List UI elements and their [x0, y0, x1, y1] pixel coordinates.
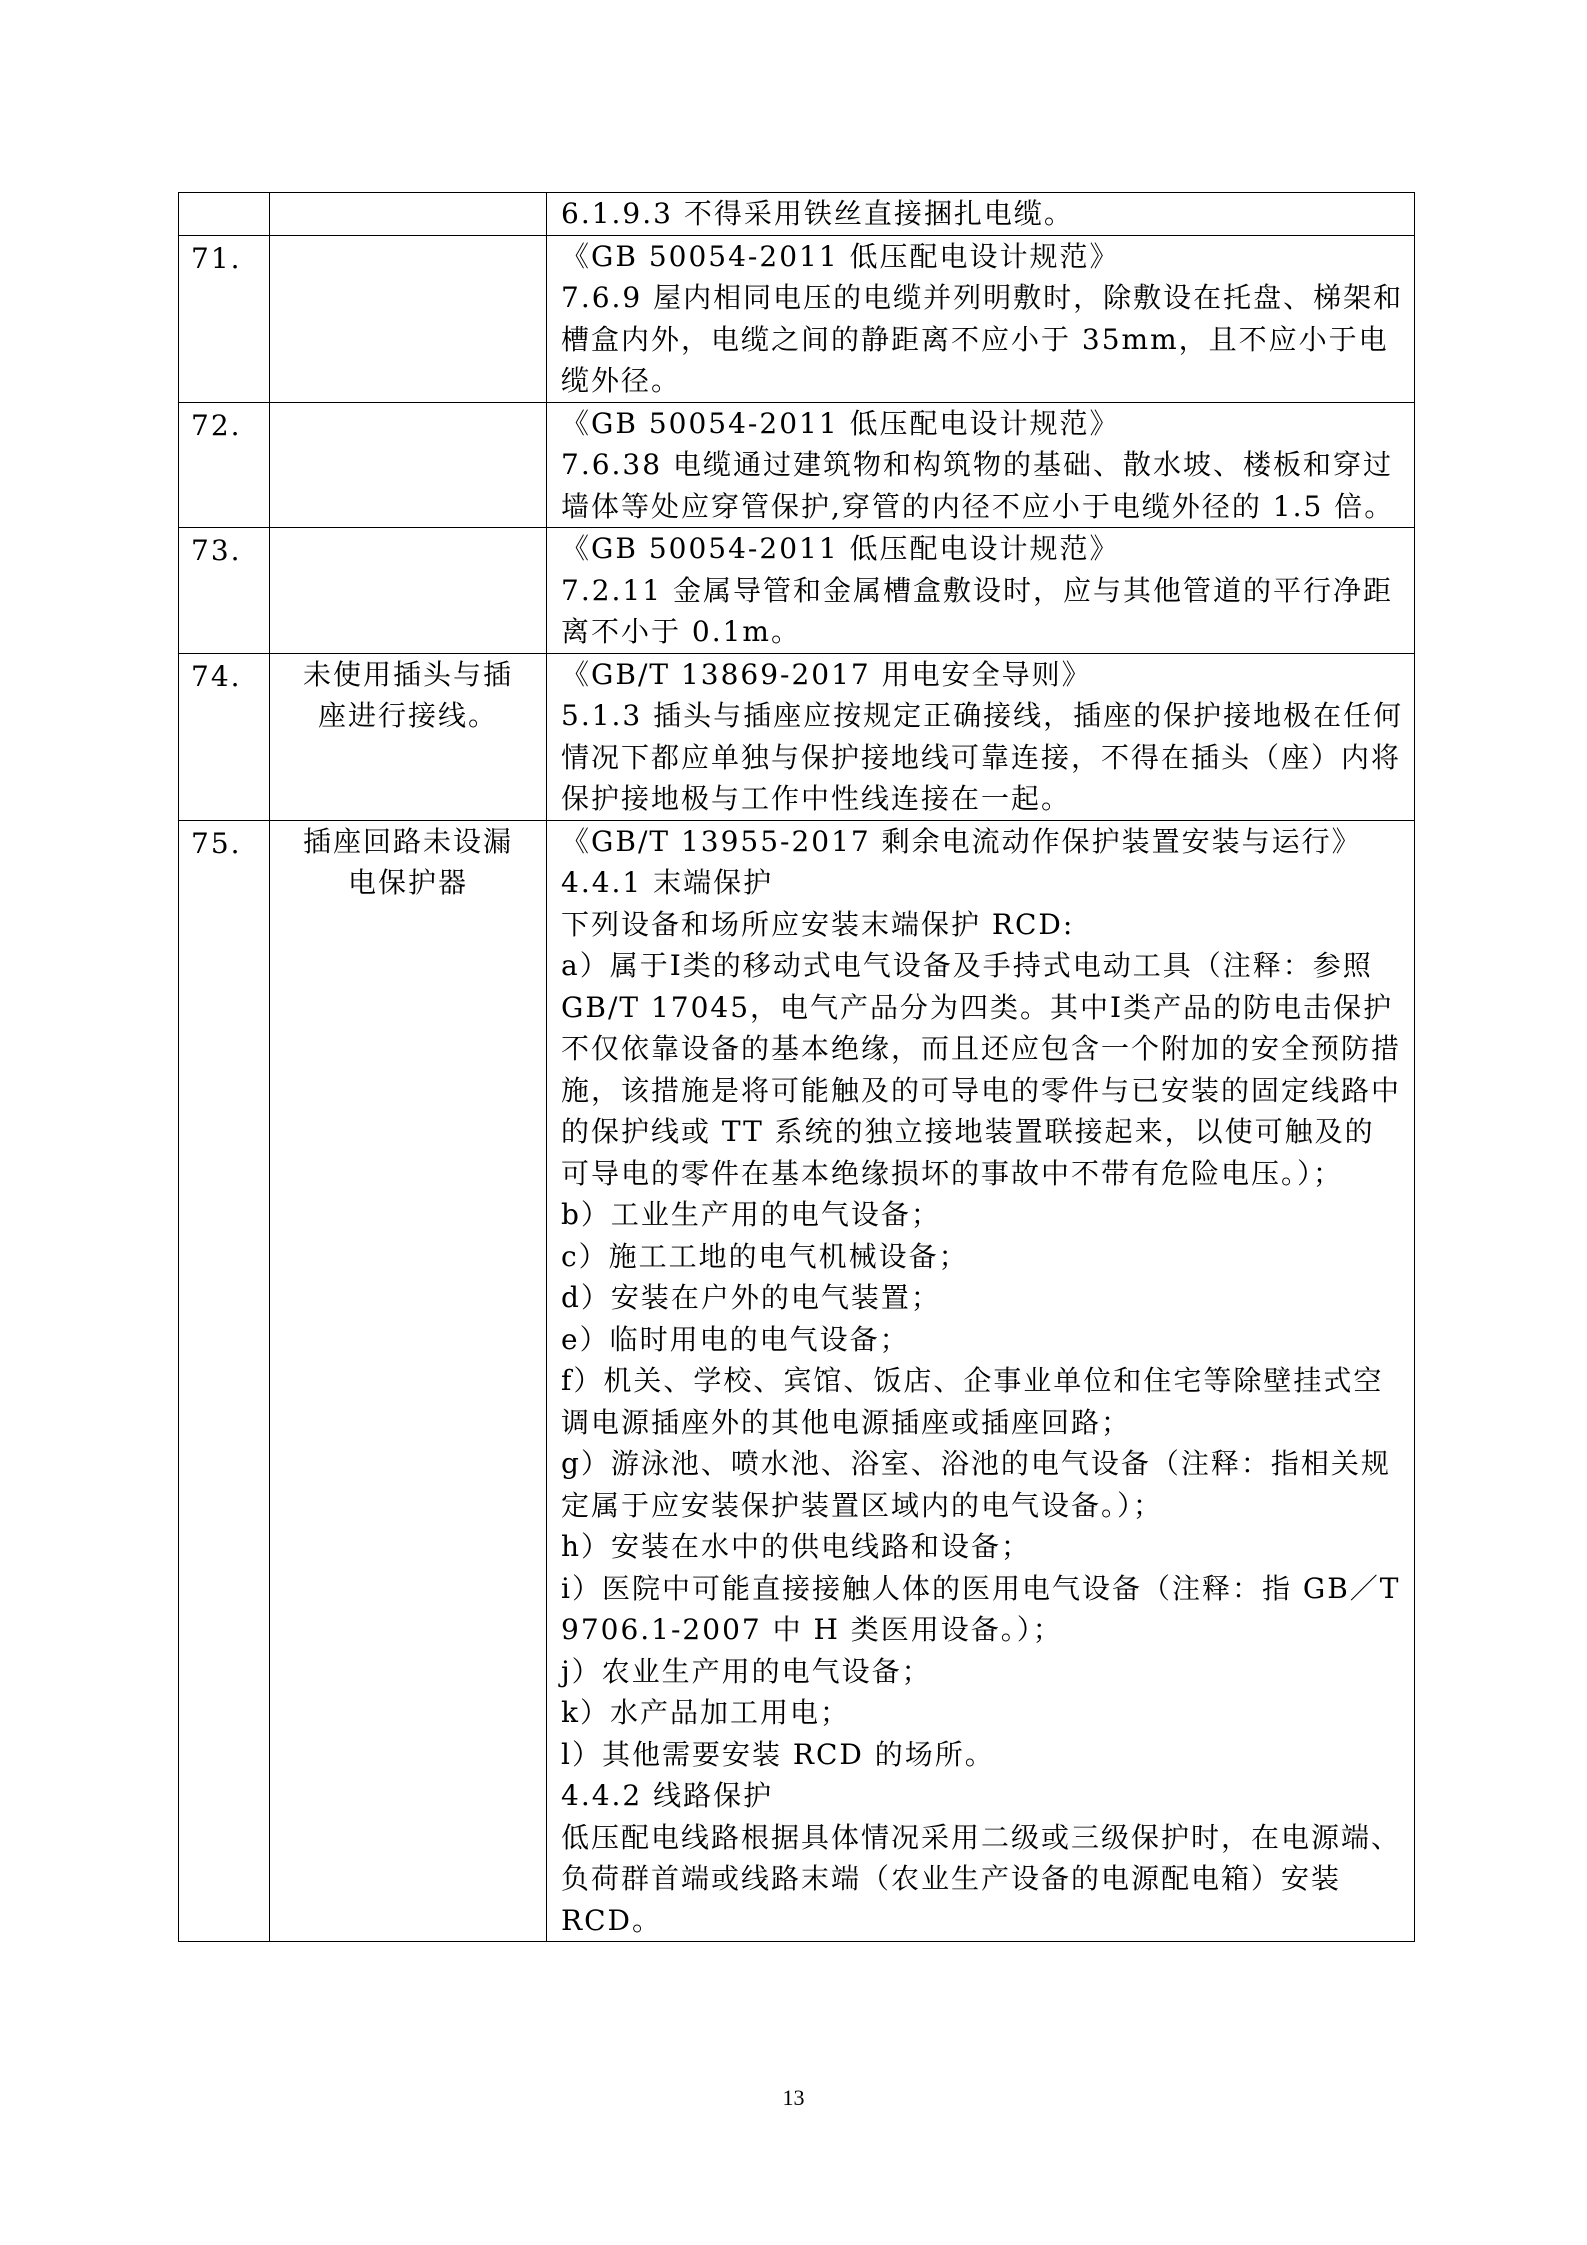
issue-text: 插座回路未设漏 [302, 824, 513, 858]
list-item: h）安装在水中的供电线路和设备； [561, 1530, 1032, 1563]
standard-title: 《GB 50054-2011 低压配电设计规范》 [561, 532, 1120, 565]
content-cell [547, 235, 1415, 402]
issue-cell [270, 653, 547, 820]
clause-text: 7.6.38 电缆通过建筑物和构筑物的基础、散水坡、楼板和穿过墙体等处应穿管保护,穿管的内径不应小于电缆外径的 1.5 倍。 [561, 448, 1395, 523]
clause-text: 5.1.3 插头与插座应按规定正确接线，插座的保护接地极在任何情况下都应单独与保护接地线可靠连接，不得在插头（座）内将保护接地极与工作中性线连接在一起。 [561, 699, 1404, 815]
issue-cell [270, 402, 547, 528]
content-cell [547, 653, 1415, 820]
standards-table [178, 192, 1415, 1942]
list-item: c）施工工地的电气机械设备； [561, 1239, 969, 1273]
issue-cell [270, 528, 547, 654]
clause-text: 下列设备和场所应安装末端保护 RCD: [561, 907, 1075, 941]
content-cell [547, 193, 1415, 236]
row-number: 73. [179, 528, 270, 654]
list-item: l）其他需要安装 RCD 的场所。 [561, 1737, 995, 1771]
content-cell [547, 528, 1415, 654]
table-row [179, 235, 1415, 402]
clause-text: 7.2.11 金属导管和金属槽盒敷设时，应与其他管道的平行净距离不小于 0.1m。 [561, 573, 1393, 648]
standard-title: 《GB/T 13869-2017 用电安全导则》 [561, 657, 1092, 691]
standard-title: 《GB/T 13955-2017 剩余电流动作保护装置安装与运行》 [561, 824, 1362, 858]
clause-heading: 4.4.1 末端保护 [561, 866, 774, 899]
list-item: g）游泳池、喷水池、浴室、浴池的电气设备（注释：指相关规定属于应安装保护装置区域内的电气设备。）； [561, 1447, 1391, 1522]
issue-text: 电保护器 [347, 866, 468, 899]
row-number: 74. [179, 653, 270, 820]
list-item: f）机关、学校、宾馆、饭店、企事业单位和住宅等除壁挂式空调电源插座外的其他电源插座或插座回路； [561, 1364, 1384, 1439]
row-number [179, 193, 270, 236]
clause-text: 6.1.9.3 不得采用铁丝直接捆扎电缆。 [561, 197, 1074, 230]
clause-text: 7.6.9 屋内相同电压的电缆并列明敷时，除敷设在托盘、梯架和槽盒内外，电缆之间的静距离不应小于 35mm，且不应小于电缆外径。 [561, 281, 1404, 397]
list-item: a）属于Ⅰ类的移动式电气设备及手持式电动工具（注释：参照 GB/T 17045，电气产品分为四类。其中Ⅰ类产品的防电击保护不仅依靠设备的基本绝缘，而且还应包含一个附加的安全预防措施，该措施是将可能触及的可导电的零件与已安装的固定线路中的保护线或 TT 系统的独立接地装置联接起来，以使可触及的可导电的零件在基本绝缘损坏的事故中不带有危险电压。）； [561, 949, 1402, 1190]
table-row [179, 402, 1415, 528]
table-row [179, 653, 1415, 820]
list-item: d）安装在户外的电气装置； [561, 1281, 941, 1314]
standard-title: 《GB 50054-2011 低压配电设计规范》 [561, 406, 1120, 440]
issue-cell [270, 193, 547, 236]
list-item: e）临时用电的电气设备； [561, 1322, 910, 1356]
content-cell [547, 820, 1415, 1942]
list-item: j）农业生产用的电气设备； [561, 1654, 932, 1688]
row-number: 71. [179, 235, 270, 402]
clause-text: 低压配电线路根据具体情况采用二级或三级保护时，在电源端、负荷群首端或线路末端（农业生产设备的电源配电箱）安装 RCD。 [561, 1820, 1402, 1937]
page-number: 13 [782, 2085, 805, 2110]
issue-text: 未使用插头与插 [302, 657, 513, 691]
clause-heading: 4.4.2 线路保护 [561, 1779, 774, 1812]
row-number: 75. [179, 820, 270, 1942]
issue-cell [270, 820, 547, 1942]
content-cell [547, 402, 1415, 528]
list-item: k）水产品加工用电； [561, 1696, 850, 1729]
table-row [179, 193, 1415, 236]
table-row [179, 528, 1415, 654]
list-item: i）医院中可能直接接触人体的医用电气设备（注释：指 GB／T 9706.1-2007 中 H 类医用设备。）； [561, 1571, 1401, 1646]
standard-title: 《GB 50054-2011 低压配电设计规范》 [561, 239, 1120, 273]
row-number: 72. [179, 402, 270, 528]
issue-text: 座进行接线。 [317, 699, 498, 732]
table-row [179, 820, 1415, 1942]
list-item: b）工业生产用的电气设备； [561, 1198, 941, 1231]
issue-cell [270, 235, 547, 402]
